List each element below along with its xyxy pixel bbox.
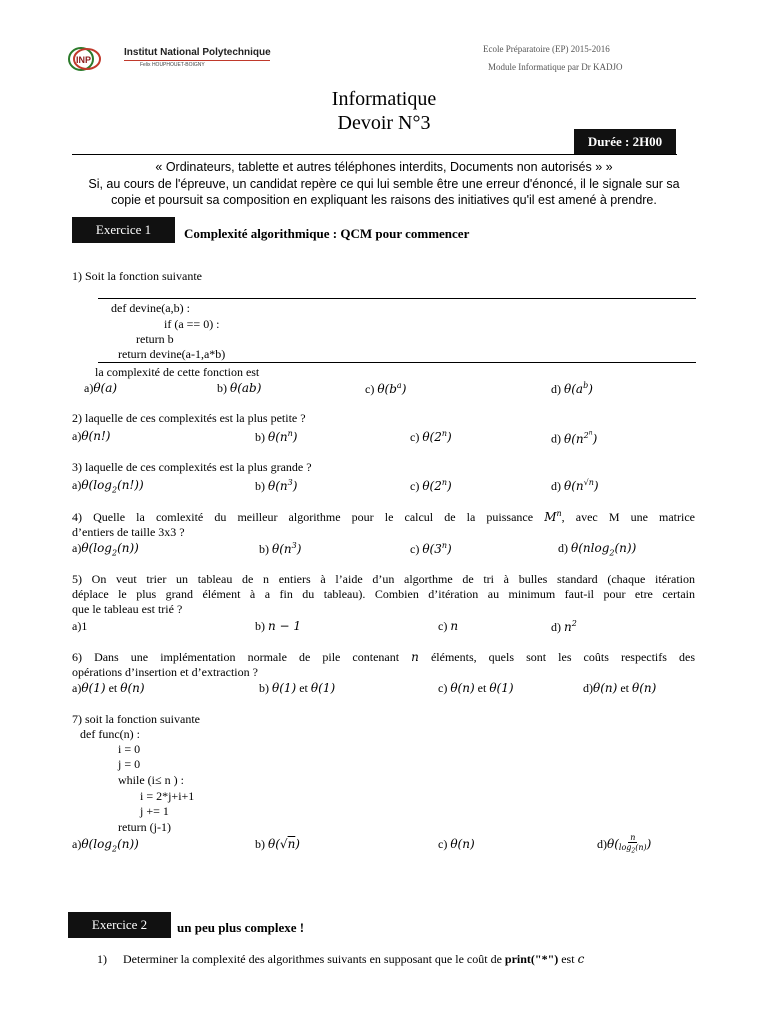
exercise-2-label: Exercice 2 (68, 912, 171, 938)
school-line: Ecole Préparatoire (EP) 2015-2016 (483, 44, 610, 54)
option-a: a)θ(n!) (72, 429, 111, 443)
question-4-text-2: d’entiers de taille 3x3 ? (72, 525, 185, 539)
title-divider (72, 154, 677, 155)
option-b: b) $\theta(n^n)$ (255, 429, 298, 444)
option-d: d) θ( n $\log_2(n)$ ) (597, 833, 652, 855)
option-label: b) (255, 430, 268, 444)
code-line: i = 0 (118, 742, 141, 756)
question-text: Determiner la complexité des algorithmes suivants en supposant que le coût de (123, 952, 505, 966)
option-c: c) n (438, 619, 459, 633)
module-line: Module Informatique par Dr KADJO (488, 62, 623, 72)
option-label: a) (72, 681, 82, 695)
question-2-text: 2) laquelle de ces complexités est la plus petite ? (72, 411, 306, 425)
notice-line-1: « Ordinateurs, tablette et autres téléphones interdits, Documents non autorisés » » (155, 160, 613, 174)
question-3-text: 3) laquelle de ces complexités est la plus grande ? (72, 460, 312, 474)
code-line: def func(n) : (80, 727, 140, 741)
question-5-text-1: 5) On veut trier un tableau de n entiers à l’aide d’un algorthme de tri à bulles standard (chaque itération (72, 572, 695, 586)
option-a: $a)\theta(\log_2(n!))$ (72, 478, 144, 495)
option-d: d) $n^2$ (551, 619, 577, 634)
option-label: d) (551, 431, 564, 446)
option-label: d) (551, 479, 564, 493)
question-6-text-2: opérations d’insertion et d’extraction ? (72, 665, 258, 679)
and-word: et (105, 681, 121, 695)
option-d: d)θ(n) et θ(n) (583, 681, 657, 695)
option-b: b) n − 1 (255, 619, 302, 633)
option-label: b) (255, 619, 268, 633)
option-label: a) (72, 478, 82, 492)
question-number: 1) (97, 952, 107, 966)
option-a: $a)\theta(\log_2(n))$ (72, 541, 139, 558)
exercise-2-title: un peu plus complexe ! (177, 920, 305, 935)
institution-name: Institut National Polytechnique (124, 47, 271, 58)
logo-emblem-icon (67, 46, 119, 72)
exercise-1-label: Exercice 1 (72, 217, 175, 243)
code-bottom-rule (98, 362, 696, 363)
option-label: a) (72, 837, 82, 851)
question-6-text: 6) Dans une implémentation normale de pile contenant n éléments, quels sont les coûts respectifs des (72, 650, 695, 664)
question-end: est (558, 952, 578, 966)
option-d: d) $\theta(n^{2^n})$ (551, 429, 598, 446)
and-word: et (296, 681, 311, 695)
option-b: b) θ(ab) (217, 381, 262, 395)
question-4-part-1: 4) Quelle la comlexité du meilleur algorithme pour le calcul de la puissance (72, 510, 545, 524)
option-label: d) (558, 541, 571, 555)
option-d: d) θ(nlog$_2$(n)) (558, 541, 637, 558)
option-label: b) (255, 837, 268, 851)
option-a: $a)\theta(\log_2(n))$ (72, 837, 139, 854)
print-code: print("*") (504, 952, 559, 966)
code-line: return (j-1) (118, 820, 171, 834)
option-a: a)θ(a) (84, 381, 118, 395)
option-label: c) (410, 430, 423, 444)
option-label: d) (551, 382, 564, 396)
option-label: a) (72, 541, 82, 555)
question-5-text-3: que le tableau est trié ? (72, 602, 183, 616)
option-label: c) (365, 382, 378, 396)
option-label: c) (410, 542, 423, 556)
notice-line-2: Si, au cours de l'épreuve, un candidat repère ce qui lui semble être une erreur d'énoncé, il le signale sur sa (88, 177, 680, 191)
option-c: c) θ(n) et θ(1) (438, 681, 514, 695)
duration-badge: Durée : 2H00 (574, 129, 676, 154)
question-7-text: 7) soit la fonction suivante (72, 712, 200, 726)
exercise-2-question-1: 1) Determiner la complexité des algorithmes suivants en supposant que le coût de print("*") est c (97, 952, 585, 966)
option-label: a) (72, 429, 82, 443)
option-label: c) (438, 619, 451, 633)
option-label: c) (438, 837, 451, 851)
option-label: d) (583, 681, 593, 695)
option-label: c) (410, 479, 423, 493)
option-label: b) (255, 479, 268, 493)
question-6-part-1: 6) Dans une implémentation normale de pile contenant (72, 650, 412, 664)
code-line: if (a == 0) : (164, 317, 220, 331)
question-6-part-2: éléments, quels sont les coûts respectifs des (418, 650, 695, 664)
option-label: b) (259, 542, 272, 556)
option-b: b) θ(√n) (255, 837, 300, 851)
code-top-rule (98, 298, 696, 299)
code-line: return devine(a-1,a*b) (118, 347, 226, 361)
option-label: a) (84, 381, 94, 395)
code-line: return b (136, 332, 174, 346)
option-c: c) θ(n) (438, 837, 475, 851)
question-5-text-2: déplace le plus grand élément à a fin du tableau). Combien d’itération au minimum faut-il pour etre certain (72, 587, 695, 601)
option-a (72, 619, 87, 634)
option-label: d) (597, 836, 607, 851)
option-b: b) θ(1) et θ(1) (259, 681, 336, 695)
option-c: c) θ(2$^n$) (410, 429, 452, 444)
code-line: j += 1 (140, 804, 169, 818)
code-line: def devine(a,b) : (111, 301, 190, 315)
option-b: b) $\theta(n^3)$ (255, 478, 298, 493)
and-word: et (474, 681, 490, 695)
option-c: c) θ(3$^n$) (410, 541, 452, 556)
option-c: c) θ(2$^n$) (410, 478, 452, 493)
exercise-1-title: Complexité algorithmique : QCM pour commencer (184, 226, 470, 241)
option-label: c) (438, 681, 451, 695)
option-d: d) $\theta(n^{√n})$ (551, 478, 599, 493)
logo (67, 46, 119, 72)
header-underline (124, 60, 270, 61)
option-a: a)θ(1) et θ(n) (72, 681, 145, 695)
question-1-after: la complexité de cette fonction est (95, 365, 260, 379)
page-title: Informatique (331, 88, 437, 110)
code-line: i = 2*j+i+1 (140, 789, 195, 803)
option-label: b) (217, 381, 230, 395)
question-4-text: 4) Quelle la comlexité du meilleur algorithme pour le calcul de la puissance $M^n$, avec M une matrice (72, 509, 695, 524)
and-word: et (617, 681, 632, 695)
code-line: while (i≤ n ) : (118, 773, 184, 787)
option-c: c) $\theta(b^a)$ (365, 381, 407, 396)
svg-text:INP: INP (76, 55, 92, 65)
question-4-part-2: , avec M une matrice (561, 510, 695, 524)
institution-subname: Felix HOUPHOUET-BOIGNY (140, 62, 205, 68)
option-d: d) $\theta(a^b)$ (551, 381, 593, 396)
option-label: b) (259, 681, 272, 695)
notice-line-3: copie et poursuit sa composition en expliquant les raisons des initiatives qu'il est amené à prendre. (111, 193, 657, 207)
option-b: b) $\theta(n^3)$ (259, 541, 302, 556)
page-subtitle: Devoir N°3 (337, 112, 431, 134)
option-label: a)1 (72, 619, 88, 633)
question-1-text: 1) Soit la fonction suivante (72, 269, 202, 283)
code-line: j = 0 (118, 757, 141, 771)
option-label: d) (551, 620, 564, 634)
